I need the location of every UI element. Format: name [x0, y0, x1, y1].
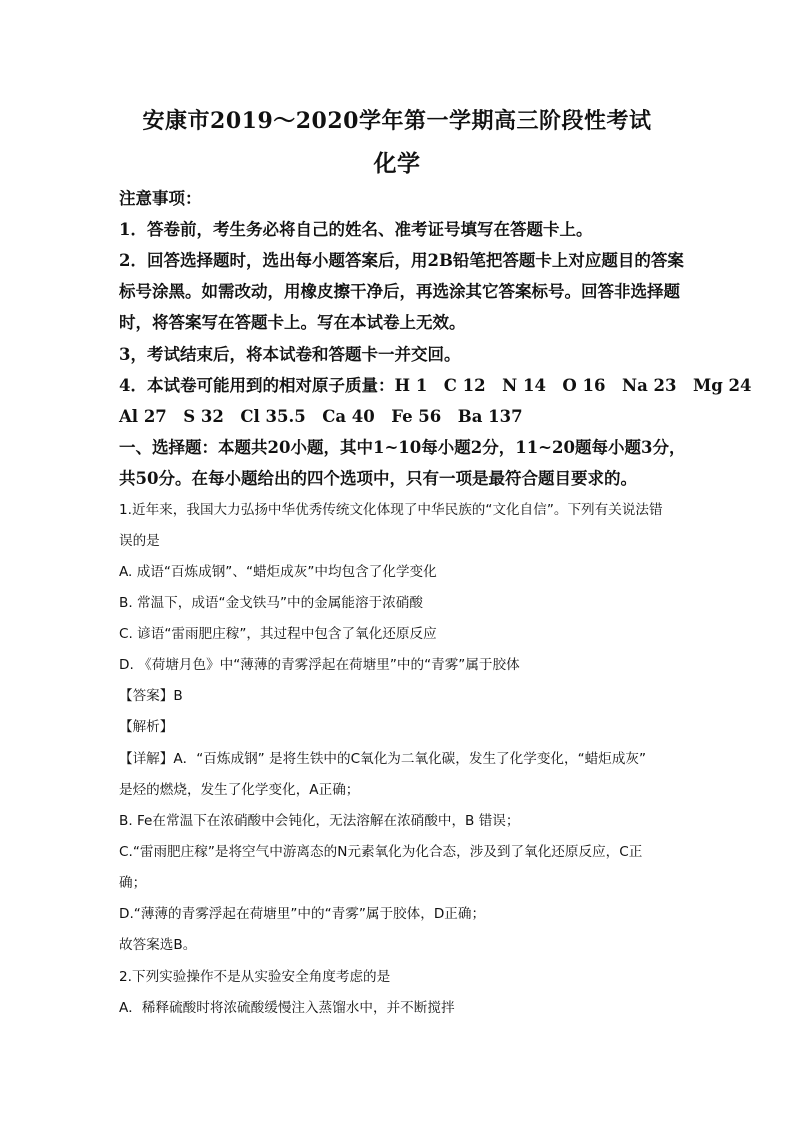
note-line: 2．回答选择题时，选出每小题答案后，用2B铅笔把答题卡上对应题目的答案: [119, 251, 684, 270]
note-line: 4．本试卷可能用到的相对原子质量：H 1 C 12 N 14 O 16 Na 23 Mg 24: [119, 376, 752, 395]
question-1-stem: 1.近年来，我国大力弘扬中华优秀传统文化体现了中华民族的“文化自信”。下列有关说法错: [119, 502, 663, 518]
question-1-stem: 误的是: [119, 533, 160, 549]
note-line: 时，将答案写在答题卡上。写在本试卷上无效。: [119, 313, 466, 332]
question-1-option-a: A. 成语“百炼成钢”、“蜡炬成灰”中均包含了化学变化: [119, 564, 437, 580]
notes-heading: 注意事项：: [119, 189, 202, 208]
explanation-line: D.“薄薄的青雾浮起在荷塘里”中的“青雾”属于胶体，D正确；: [119, 906, 486, 922]
question-1-option-c: C. 谚语“雷雨肥庄稼”，其过程中包含了氧化还原反应: [119, 626, 437, 642]
subject-title: 化学: [373, 150, 421, 177]
explanation-line: 故答案选B。: [119, 937, 197, 953]
explanation-line: 【详解】A．“百炼成钢” 是将生铁中的C氧化为二氧化碳，发生了化学变化，“蜡炬成灰”: [119, 751, 647, 767]
question-2-stem: 2.下列实验操作不是从实验安全角度考虑的是: [119, 969, 391, 985]
explanation-line: 是烃的燃烧，发生了化学变化，A正确；: [119, 782, 360, 798]
explanation-line: B. Fe在常温下在浓硝酸中会钝化，无法溶解在浓硝酸中，B 错误；: [119, 813, 520, 829]
explanation-line: C.“雷雨肥庄稼”是将空气中游离态的N元素氧化为化合态，涉及到了氧化还原反应，C正: [119, 844, 643, 860]
note-line: 标号涂黑。如需改动，用橡皮擦干净后，再选涂其它答案标号。回答非选择题: [119, 282, 680, 301]
question-1-option-d: D. 《荷塘月色》中“薄薄的青雾浮起在荷塘里”中的“青雾”属于胶体: [119, 657, 520, 673]
note-line: 1．答卷前，考生务必将自己的姓名、准考证号填写在答题卡上。: [119, 220, 593, 239]
section-heading: 共50分。在每小题给出的四个选项中，只有一项是最符合题目要求的。: [119, 469, 637, 488]
answer-label: 【答案】B: [119, 688, 183, 704]
explanation-line: 确；: [119, 875, 147, 891]
question-1-option-b: B. 常温下，成语“金戈铁马”中的金属能溶于浓硝酸: [119, 595, 423, 611]
section-heading: 一、选择题：本题共20小题，其中1~10每小题2分，11~20题每小题3分，: [119, 438, 686, 457]
note-line: Al 27 S 32 Cl 35.5 Ca 40 Fe 56 Ba 137: [119, 407, 523, 426]
note-line: 3，考试结束后，将本试卷和答题卡一并交回。: [119, 345, 461, 364]
exam-title: 安康市2019～2020学年第一学期高三阶段性考试: [142, 108, 652, 134]
question-2-option-a: A．稀释硫酸时将浓硫酸缓慢注入蒸馏水中，并不断搅拌: [119, 1000, 455, 1016]
analysis-label: 【解析】: [119, 719, 174, 735]
